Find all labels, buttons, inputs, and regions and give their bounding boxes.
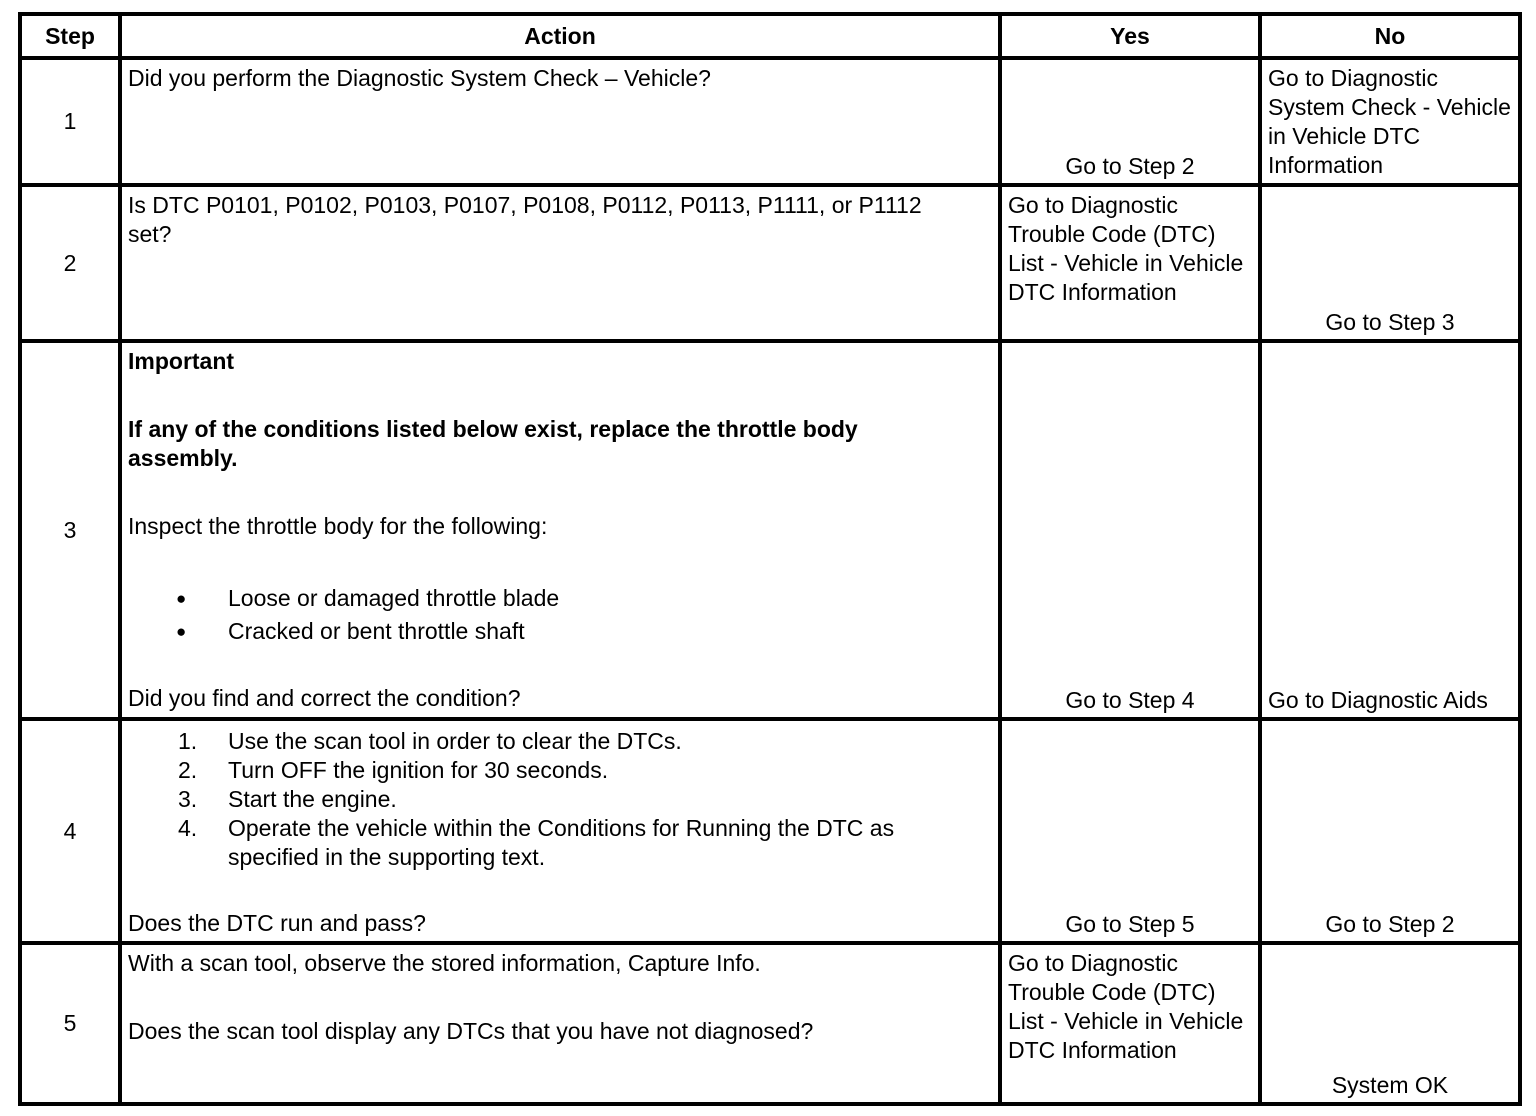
table-row <box>20 341 1520 719</box>
list-number: 4. <box>178 815 198 841</box>
action-question: Did you perform the Diagnostic System Check – Vehicle? <box>128 65 711 91</box>
list-item: ● Loose or damaged throttle blade <box>128 584 938 617</box>
table-row <box>20 943 1520 1104</box>
no-cell <box>1260 185 1520 341</box>
no-cell <box>1260 58 1520 185</box>
list-item <box>128 756 958 785</box>
no-cell <box>1260 719 1520 943</box>
yes-cell <box>1000 943 1260 1104</box>
inspect-intro: Inspect the throttle body for the following: <box>128 513 548 539</box>
list-item <box>128 727 958 756</box>
diagnostic-table <box>18 12 1522 1106</box>
header-no: No <box>1260 14 1520 58</box>
no-link[interactable]: Go to Diagnostic Aids <box>1268 687 1488 713</box>
list-text: Use the scan tool in order to clear the DTCs. <box>228 728 682 754</box>
action-cell <box>120 341 1000 719</box>
header-row <box>20 14 1520 58</box>
action-question: Does the scan tool display any DTCs that you have not diagnosed? <box>128 1018 814 1044</box>
list-number: 1. <box>178 728 198 754</box>
important-text: If any of the conditions listed below exist, replace the throttle body assembly. <box>128 416 858 471</box>
table-row <box>20 719 1520 943</box>
action-instruction: With a scan tool, observe the stored information, Capture Info. <box>128 950 761 976</box>
list-text: Start the engine. <box>228 786 397 812</box>
yes-link[interactable]: Go to Step 5 <box>1065 911 1195 937</box>
step-number: 5 <box>20 943 120 1104</box>
action-question: Is DTC P0101, P0102, P0103, P0107, P0108, P0112, P0113, P1111, or P1112 set? <box>128 192 922 247</box>
yes-link[interactable]: Go to Diagnostic Trouble Code (DTC) List - Vehicle in Vehicle DTC Information <box>1008 192 1244 305</box>
no-cell <box>1260 943 1520 1104</box>
action-cell <box>120 58 1000 185</box>
action-cell <box>120 719 1000 943</box>
no-link[interactable]: System OK <box>1331 1072 1449 1098</box>
yes-cell <box>1000 58 1260 185</box>
table-row <box>20 185 1520 341</box>
no-link[interactable]: Go to Step 2 <box>1325 911 1455 937</box>
yes-link[interactable]: Go to Diagnostic Trouble Code (DTC) List - Vehicle in Vehicle DTC Information <box>1008 950 1244 1063</box>
header-step: Step <box>20 14 120 58</box>
action-question: Does the DTC run and pass? <box>128 910 426 936</box>
no-link[interactable]: Go to Step 3 <box>1325 309 1455 335</box>
list-item <box>128 814 958 872</box>
step-number: 4 <box>20 719 120 943</box>
list-text: Operate the vehicle within the Conditions for Running the DTC as specified in the supporting text. <box>228 815 895 870</box>
procedure-list <box>128 727 958 872</box>
list-number: 3. <box>178 786 198 812</box>
list-text: Turn OFF the ignition for 30 seconds. <box>228 757 609 783</box>
yes-cell <box>1000 341 1260 719</box>
list-item <box>128 785 958 814</box>
list-item: ● Cracked or bent throttle shaft <box>128 617 938 650</box>
step-number: 1 <box>20 58 120 185</box>
header-action: Action <box>120 14 1000 58</box>
no-cell <box>1260 341 1520 719</box>
yes-link[interactable]: Go to Step 2 <box>1065 153 1195 179</box>
header-yes: Yes <box>1000 14 1260 58</box>
step-number: 2 <box>20 185 120 341</box>
condition-list <box>128 584 938 650</box>
table-row <box>20 58 1520 185</box>
important-label: Important <box>128 348 235 374</box>
action-question: Did you find and correct the condition? <box>128 685 521 711</box>
yes-link[interactable]: Go to Step 4 <box>1065 687 1195 713</box>
no-link[interactable]: Go to Diagnostic System Check - Vehicle in Vehicle DTC Information <box>1268 65 1511 178</box>
list-number: 2. <box>178 757 198 783</box>
yes-cell <box>1000 719 1260 943</box>
yes-cell <box>1000 185 1260 341</box>
action-cell <box>120 943 1000 1104</box>
action-cell <box>120 185 1000 341</box>
step-number: 3 <box>20 341 120 719</box>
